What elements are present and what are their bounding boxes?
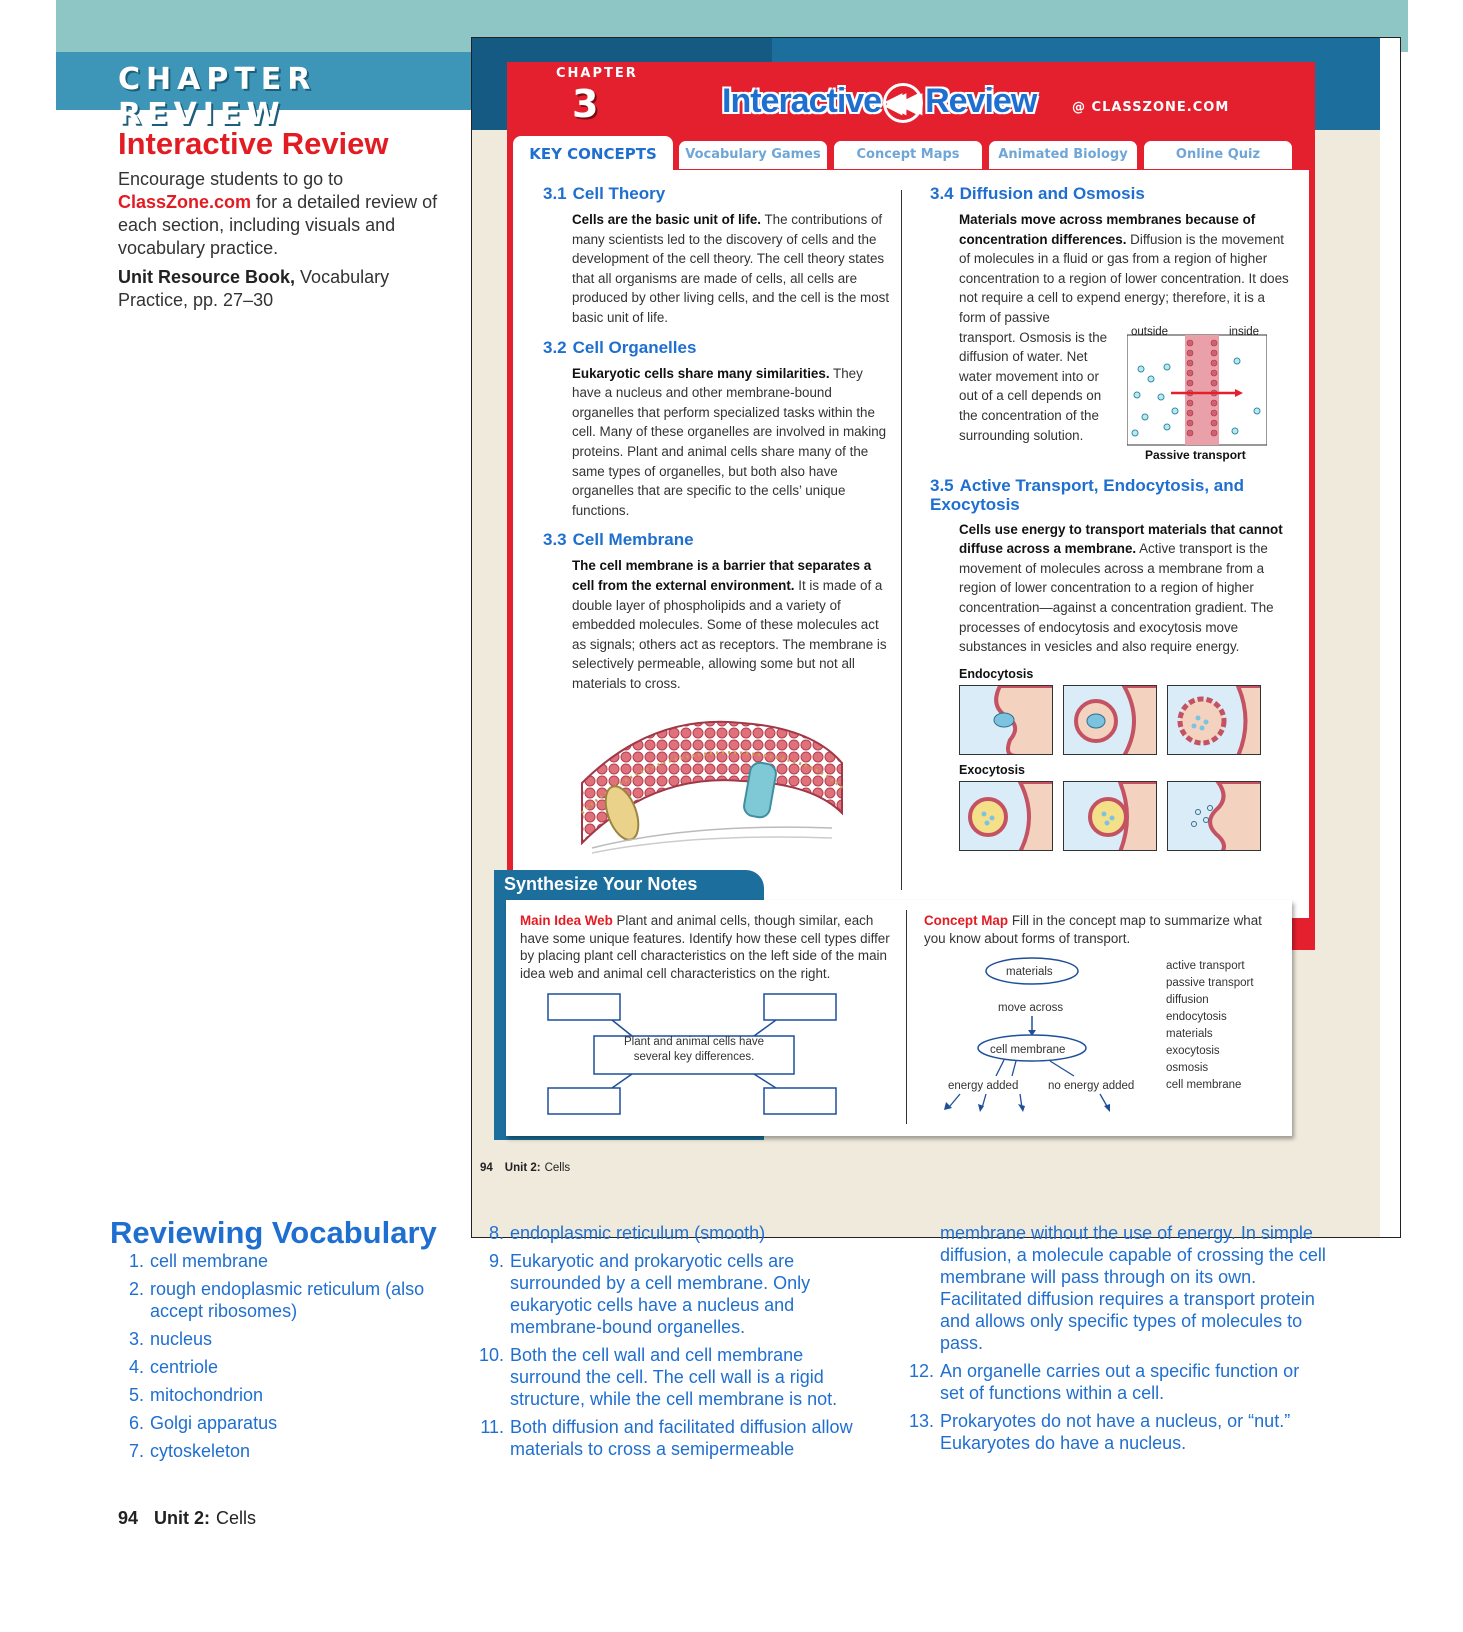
- section-3-3-title: 3.3 Cell Membrane: [543, 530, 694, 550]
- chapter-number: 3: [572, 82, 599, 126]
- main-idea-center-text: Plant and animal cells have several key differences.: [624, 1036, 764, 1063]
- vocab-answers-col-3: [908, 1222, 1328, 1460]
- map-energy-added: energy added: [948, 1080, 1019, 1092]
- answer-item: 4. centriole: [128, 1357, 219, 1377]
- section-3-2-title: 3.2 Cell Organelles: [543, 337, 697, 357]
- chapter-review-heading: CHAPTER REVIEW: [118, 62, 317, 132]
- section-3-5-body: Cells use energy to transport materials that cannot diffuse across a membrane. Active transport is the movement of molecules across a membrane from a region of lower concentration to a region of higher concentration—against a concentration gradient. The processes of endocytosis and exocytosis move substances in vesicles and also require energy.: [959, 521, 1283, 655]
- vocab-answers-col-2: [478, 1222, 863, 1466]
- tab-concept-maps[interactable]: Concept Maps: [833, 140, 983, 170]
- answer-item: 11. Both diffusion and facilitated diffusion allow materials to cross a semipermeable: [480, 1417, 853, 1459]
- student-page-thumbnail: [471, 37, 1401, 1238]
- section-3-3-body: The cell membrane is a barrier that separates a cell from the external environment. It is made of a double layer of phospholipids and a variety of embedded molecules. Some of these molecules act as signals; others act as receptors. The membrane is selectively permeable, allowing some but not all materials to cross.: [572, 558, 887, 691]
- answer-item: 5. mitochondrion: [128, 1385, 264, 1405]
- exocytosis-label: Exocytosis: [959, 762, 1026, 777]
- mini-page-footer: 94 Unit 2: Cells: [480, 1162, 571, 1174]
- chapter-review-banner: [56, 52, 476, 132]
- key-concepts-panel: [513, 170, 1309, 918]
- endocytosis-step-2: [1063, 685, 1157, 755]
- map-cell-membrane: cell membrane: [990, 1044, 1066, 1056]
- main-idea-web: Main Idea Web Plant and animal cells, though similar, each have some unique features. Identify how these cell types differ by placing plant cell characteristics on the left side of the main idea web and animal cell characteristics on the right. Plant and animal cells have several key differences.: [520, 912, 896, 1135]
- answer-item: 13. Prokaryotes do not have a nucleus, or “nut.” Eukaryotes do have a nucleus.: [908, 1411, 1291, 1453]
- tab-vocabulary-games[interactable]: Vocabulary Games: [678, 140, 828, 170]
- concept-map: Concept Map Fill in the concept map to summarize what you know about forms of transport. materials move across cell membrane energy added no energy added active transport passive transport diffusion endocytosis materials exocytosis osmosis cell membrane: [924, 912, 1284, 947]
- section-3-1-title: 3.1 Cell Theory: [543, 184, 666, 203]
- map-materials: materials: [1006, 966, 1053, 978]
- answer-item: 8. endoplasmic reticulum (smooth): [488, 1223, 766, 1243]
- synthesize-notes: [494, 870, 1304, 1148]
- concepts-right-column: [930, 184, 1290, 859]
- endocytosis-label: Endocytosis: [959, 666, 1034, 681]
- tab-online-quiz[interactable]: Online Quiz: [1143, 140, 1293, 170]
- answer-item: 2. rough endoplasmic reticulum (also accept ribosomes): [128, 1279, 425, 1321]
- answer-item: 6. Golgi apparatus: [128, 1413, 278, 1433]
- exocytosis-figures: [959, 781, 1290, 851]
- interactive-review-logo: Interactive ◀◀ Review: [722, 82, 1036, 123]
- passive-transport-caption: Passive transport: [1145, 447, 1246, 462]
- review-tabs: [513, 136, 1309, 170]
- concept-map-word-bank: active transport passive transport diffusion endocytosis materials exocytosis osmosis cell membrane: [1166, 960, 1254, 1091]
- sidebar-resource: Unit Resource Book, Vocabulary Practice, pp. 27–30: [118, 267, 390, 310]
- answer-item: 12. An organelle carries out a specific function or set of functions within a cell.: [908, 1361, 1300, 1403]
- answer-item: 1. cell membrane: [128, 1251, 269, 1271]
- endocytosis-figures: [959, 685, 1290, 755]
- exocytosis-step-3: [1167, 781, 1261, 851]
- exocytosis-step-2: [1063, 781, 1157, 851]
- classzone-link[interactable]: ClassZone.com: [118, 192, 252, 212]
- answer-item: 9. Eukaryotic and prokaryotic cells are surrounded by a cell membrane. Only eukaryotic cells have a nucleus and membrane-bound organelles.: [488, 1251, 811, 1337]
- section-3-2-body: Eukaryotic cells share many similarities. They have a nucleus and other membrane-bound organelles that perform specialized tasks within the cell. Many of these organelles are involved in making proteins. Plant and animal cells share many of the same types of organelles, but both also have organelles that are specific to the cells’ unique functions.: [572, 365, 887, 518]
- section-3-1-body: Cells are the basic unit of life. The contributions of many scientists led to the discovery of cells and the development of the cell theory. The cell theory states that all organisms are made of cells, all cells are produced by other living cells, and the cell is the most basic unit of life.: [572, 212, 890, 325]
- reviewing-vocabulary-title: Reviewing Vocabulary: [110, 1215, 437, 1250]
- answer-item: 10. Both the cell wall and cell membrane surround the cell. The cell wall is a rigid structure, while the cell membrane is not.: [478, 1345, 838, 1409]
- section-3-4-body-continued: transport. Osmosis is the diffusion of water. Net water movement into or out of a cell depends on the concentration of the surrounding solution.: [959, 329, 1108, 443]
- sidebar-title: Interactive Review: [118, 126, 389, 161]
- membrane-illustration: [572, 703, 872, 863]
- page-footer: 94 Unit 2: Cells: [118, 1508, 257, 1528]
- tab-animated-biology[interactable]: Animated Biology: [988, 140, 1138, 170]
- synthesize-title: Synthesize Your Notes: [504, 874, 698, 894]
- endocytosis-step-1: [959, 685, 1053, 755]
- endocytosis-step-3: [1167, 685, 1261, 755]
- map-move-across: move across: [998, 1002, 1064, 1014]
- exocytosis-step-1: [959, 781, 1053, 851]
- answer-item: 3. nucleus: [128, 1329, 213, 1349]
- teacher-sidebar: [118, 126, 438, 318]
- outside-label: outside: [1131, 325, 1169, 338]
- section-3-4-title: 3.4 Diffusion and Osmosis: [930, 184, 1145, 203]
- vocab-answers-col-1: [110, 1215, 448, 1468]
- section-3-5-title: 3.5 Active Transport, Endocytosis, and Exocytosis: [930, 475, 1244, 514]
- rewind-icon: ◀◀: [883, 83, 923, 123]
- inside-label: inside: [1229, 325, 1260, 338]
- answer-item: 7. cytoskeleton: [128, 1441, 251, 1461]
- map-no-energy-added: no energy added: [1048, 1080, 1135, 1092]
- passive-transport-diagram: [1127, 324, 1267, 456]
- chapter-label: CHAPTER: [556, 66, 638, 81]
- sidebar-intro: Encourage students to go to ClassZone.com for a detailed review of each section, including visuals and vocabulary practice.: [118, 169, 438, 258]
- section-3-4-body: Materials move across membranes because of concentration differences. Diffusion is the movement of molecules in a fluid or gas from a region of higher concentration to a region of lower concentration. It does not require a cell to expend energy; therefore, it is a form of passive: [959, 212, 1289, 325]
- synthesize-panel: [506, 900, 1292, 1136]
- tab-key-concepts[interactable]: KEY CONCEPTS: [513, 136, 673, 172]
- page-number: 94: [118, 1508, 139, 1528]
- answer-11-continued: membrane without the use of energy. In simple diffusion, a molecule capable of crossing the cell membrane will pass through on its own. Facilitated diffusion requires a transport protein and allows only specific types of molecules to pass.: [940, 1223, 1326, 1353]
- classzone-url: @ CLASSZONE.COM: [1072, 100, 1230, 115]
- concepts-left-column: [543, 184, 893, 868]
- osmosis-block: [959, 325, 1290, 468]
